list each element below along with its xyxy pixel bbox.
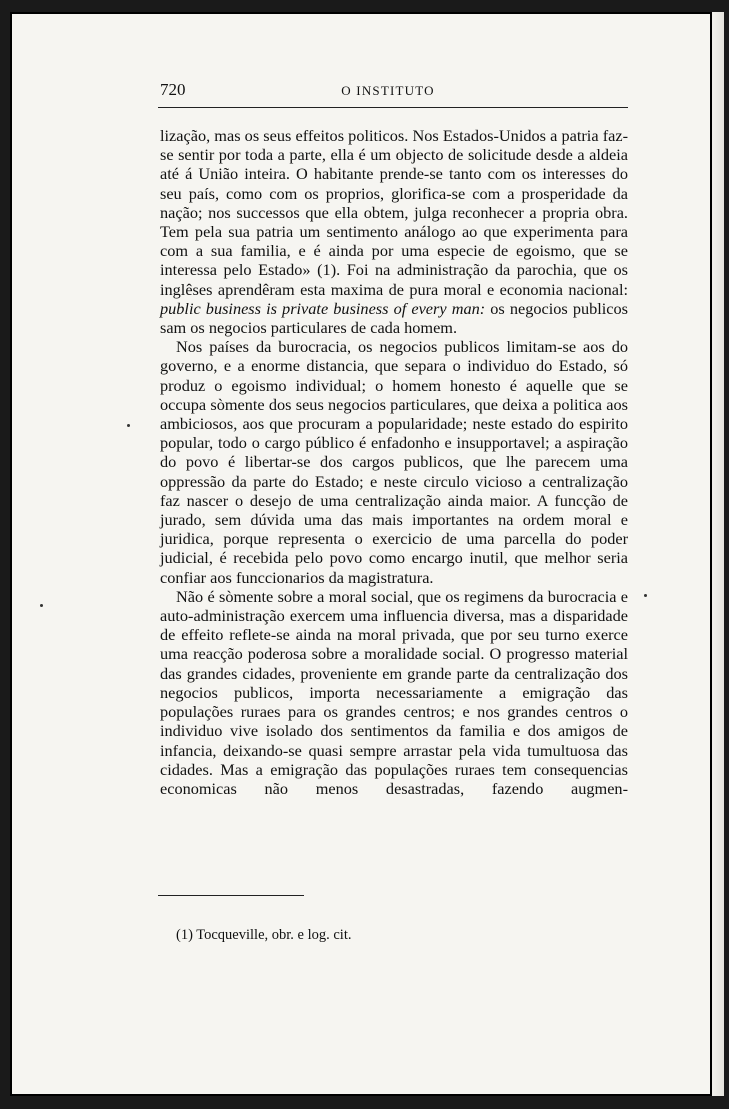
paragraph-3: Não é sòmente sobre a moral social, que os regimens da burocracia e auto-administração exercem uma influencia diversa, mas a disparidade de effeito reflete-se ainda na moral privada, que por seu turno exerce uma reacção poderosa sobre a moralidade social. O progresso material das grandes cidades, proveniente em grande parte da centralização dos negocios publicos, importa necessariamente a emigração das populações ruraes para os grandes centros; e nos grandes centros o individuo vive isolado dos sentimentos da familia e dos amigos de infancia, deixando-se quasi sempre arrastar pela vida tumultuosa das cidades. Mas a emigração das populações ruraes tem consequencias economicas não menos desastradas, fazendo augmen- — [160, 586, 628, 798]
print-speck — [127, 424, 130, 427]
paragraph-1-text-end: os negocios publicos sam os negocios particulares de cada homem. — [160, 298, 629, 338]
running-title: O INSTITUTO — [341, 83, 435, 98]
page-number: 720 — [160, 80, 186, 99]
page-header — [148, 80, 628, 104]
paragraph-1-text: lização, mas os seus effeitos politicos. Nos Estados-Unidos a patria faz-se sentir por toda a parte, ella é um objecto de solicitude desde a aldeia até á União inteira. O habitante prende-se tanto com os interesses do seu país, como com os proprios, glorifica-se com a prosperidade da nação; nos successos que ella obtem, julga reconhecer a propria obra. Tem pela sua patria um sentimento análogo ao que experimenta para com a sua familia, e é ainda por uma especie de egoismo, que se interessa pelo Estado» (1). Foi na administração da parochia, que os inglêses aprendêram esta maxima de pura moral e economia nacional: — [160, 126, 628, 299]
print-speck — [40, 604, 43, 607]
footnote-rule — [158, 895, 304, 896]
footnote: (1) Tocqueville, obr. e log. cit. — [176, 927, 352, 943]
print-speck — [644, 594, 647, 597]
body-text — [160, 126, 628, 798]
paragraph-2: Nos países da burocracia, os negocios publicos limitam-se aos do governo, e a enorme distancia, que separa o individuo do Estado, só produz o egoismo individual; o homem honesto é aquelle que se occupa sòmente dos seus negocios particulares, que deixa a politica aos ambiciosos, aos que procuram a popularidade; neste estado do espirito popular, todo o cargo público é enfadonho e insupportavel; a aspiração do povo é libertar-se dos cargos publicos, que lhe parecem uma oppressão da parte do Estado; e neste circulo vicioso a centralização faz nascer o desejo de uma centralização ainda maior. A funcção de jurado, sem dúvida uma das mais importantes na ordem moral e juridica, porque representa o exercicio de uma parcella do poder judicial, é recebida pelo povo como encargo inutil, que melhor seria confiar aos funccionarios da magistratura. — [160, 337, 628, 587]
paragraph-1-italic-quote: public business is private business of every man: — [160, 298, 486, 318]
paragraph-1 — [160, 126, 628, 337]
header-rule — [158, 107, 628, 108]
